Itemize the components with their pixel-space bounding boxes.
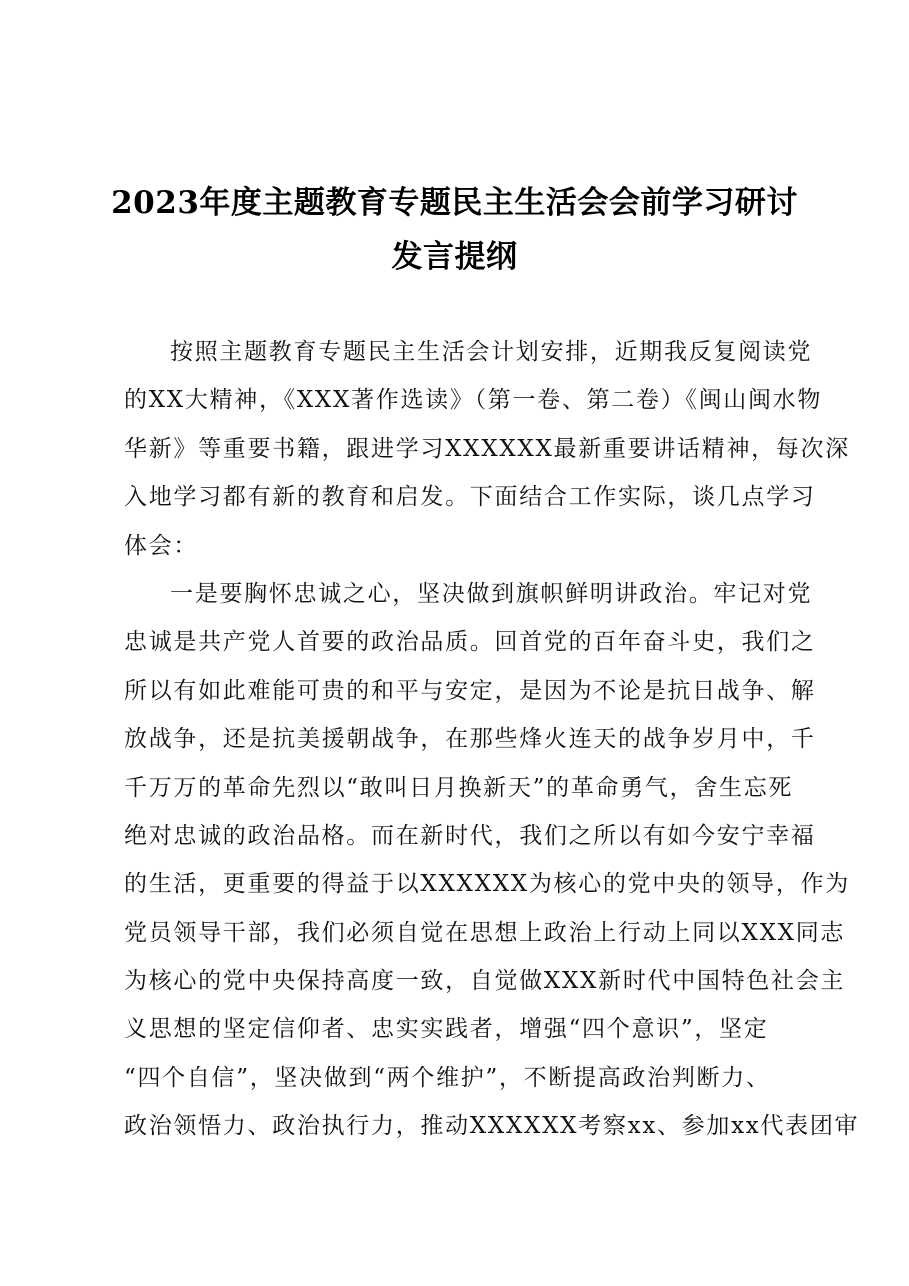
paragraph-line: 忠诚是共产党人首要的政治品质。回首党的百年奋斗史，我们之 (124, 629, 816, 656)
document-body (124, 328, 860, 1151)
paragraph-line: 体会： (124, 532, 199, 559)
paragraph-line: 入地学习都有新的教育和启发。下面结合工作实际，谈几点学习 (124, 484, 816, 511)
paragraph-intro (124, 328, 850, 570)
paragraph-line: 一是要胸怀忠诚之心，坚决做到旗帜鲜明讲政治。牢记对党 (170, 580, 813, 607)
paragraph-line: 所以有如此难能可贵的和平与安定，是因为不论是抗日战争、解 (124, 677, 816, 704)
paragraph-line: 绝对忠诚的政治品格。而在新时代，我们之所以有如今安宁幸福 (124, 822, 816, 849)
document-title (100, 176, 809, 284)
paragraph-line: 政治领悟力、政治执行力，推动XXXXXX考察xx、参加xx代表团审 (124, 1113, 860, 1140)
paragraph-point-one (124, 570, 860, 1151)
paragraph-line: 千万万的革命先烈以“敢叫日月换新天”的革命勇气，舍生忘死 (124, 774, 794, 801)
title-line-1: 2023年度主题教育专题民主生活会会前学习研讨 (111, 185, 798, 221)
paragraph-line: 的XX大精神，《XXX著作选读》（第一卷、第二卷）《闽山闽水物 (124, 387, 823, 414)
title-line-2: 发言提纲 (391, 239, 518, 275)
paragraph-line: 党员领导干部，我们必须自觉在思想上政治上行动上同以XXX同志 (124, 919, 846, 946)
paragraph-line: 华新》等重要书籍，跟进学习XXXXXX最新重要讲话精神，每次深 (124, 435, 850, 462)
paragraph-line: 放战争，还是抗美援朝战争，在那些烽火连天的战争岁月中，千 (124, 726, 816, 753)
paragraph-line: “四个自信”，坚决做到“两个维护”，不断提高政治判断力、 (124, 1064, 771, 1091)
paragraph-line: 为核心的党中央保持高度一致，自觉做XXX新时代中国特色社会主 (124, 968, 846, 995)
paragraph-line: 按照主题教育专题民主生活会计划安排，近期我反复阅读党 (170, 339, 813, 365)
paragraph-line: 义思想的坚定信仰者、忠实实践者，增强“四个意识”，坚定 (124, 1016, 769, 1043)
paragraph-line: 的生活，更重要的得益于以XXXXXX为核心的党中央的领导，作为 (124, 871, 850, 898)
